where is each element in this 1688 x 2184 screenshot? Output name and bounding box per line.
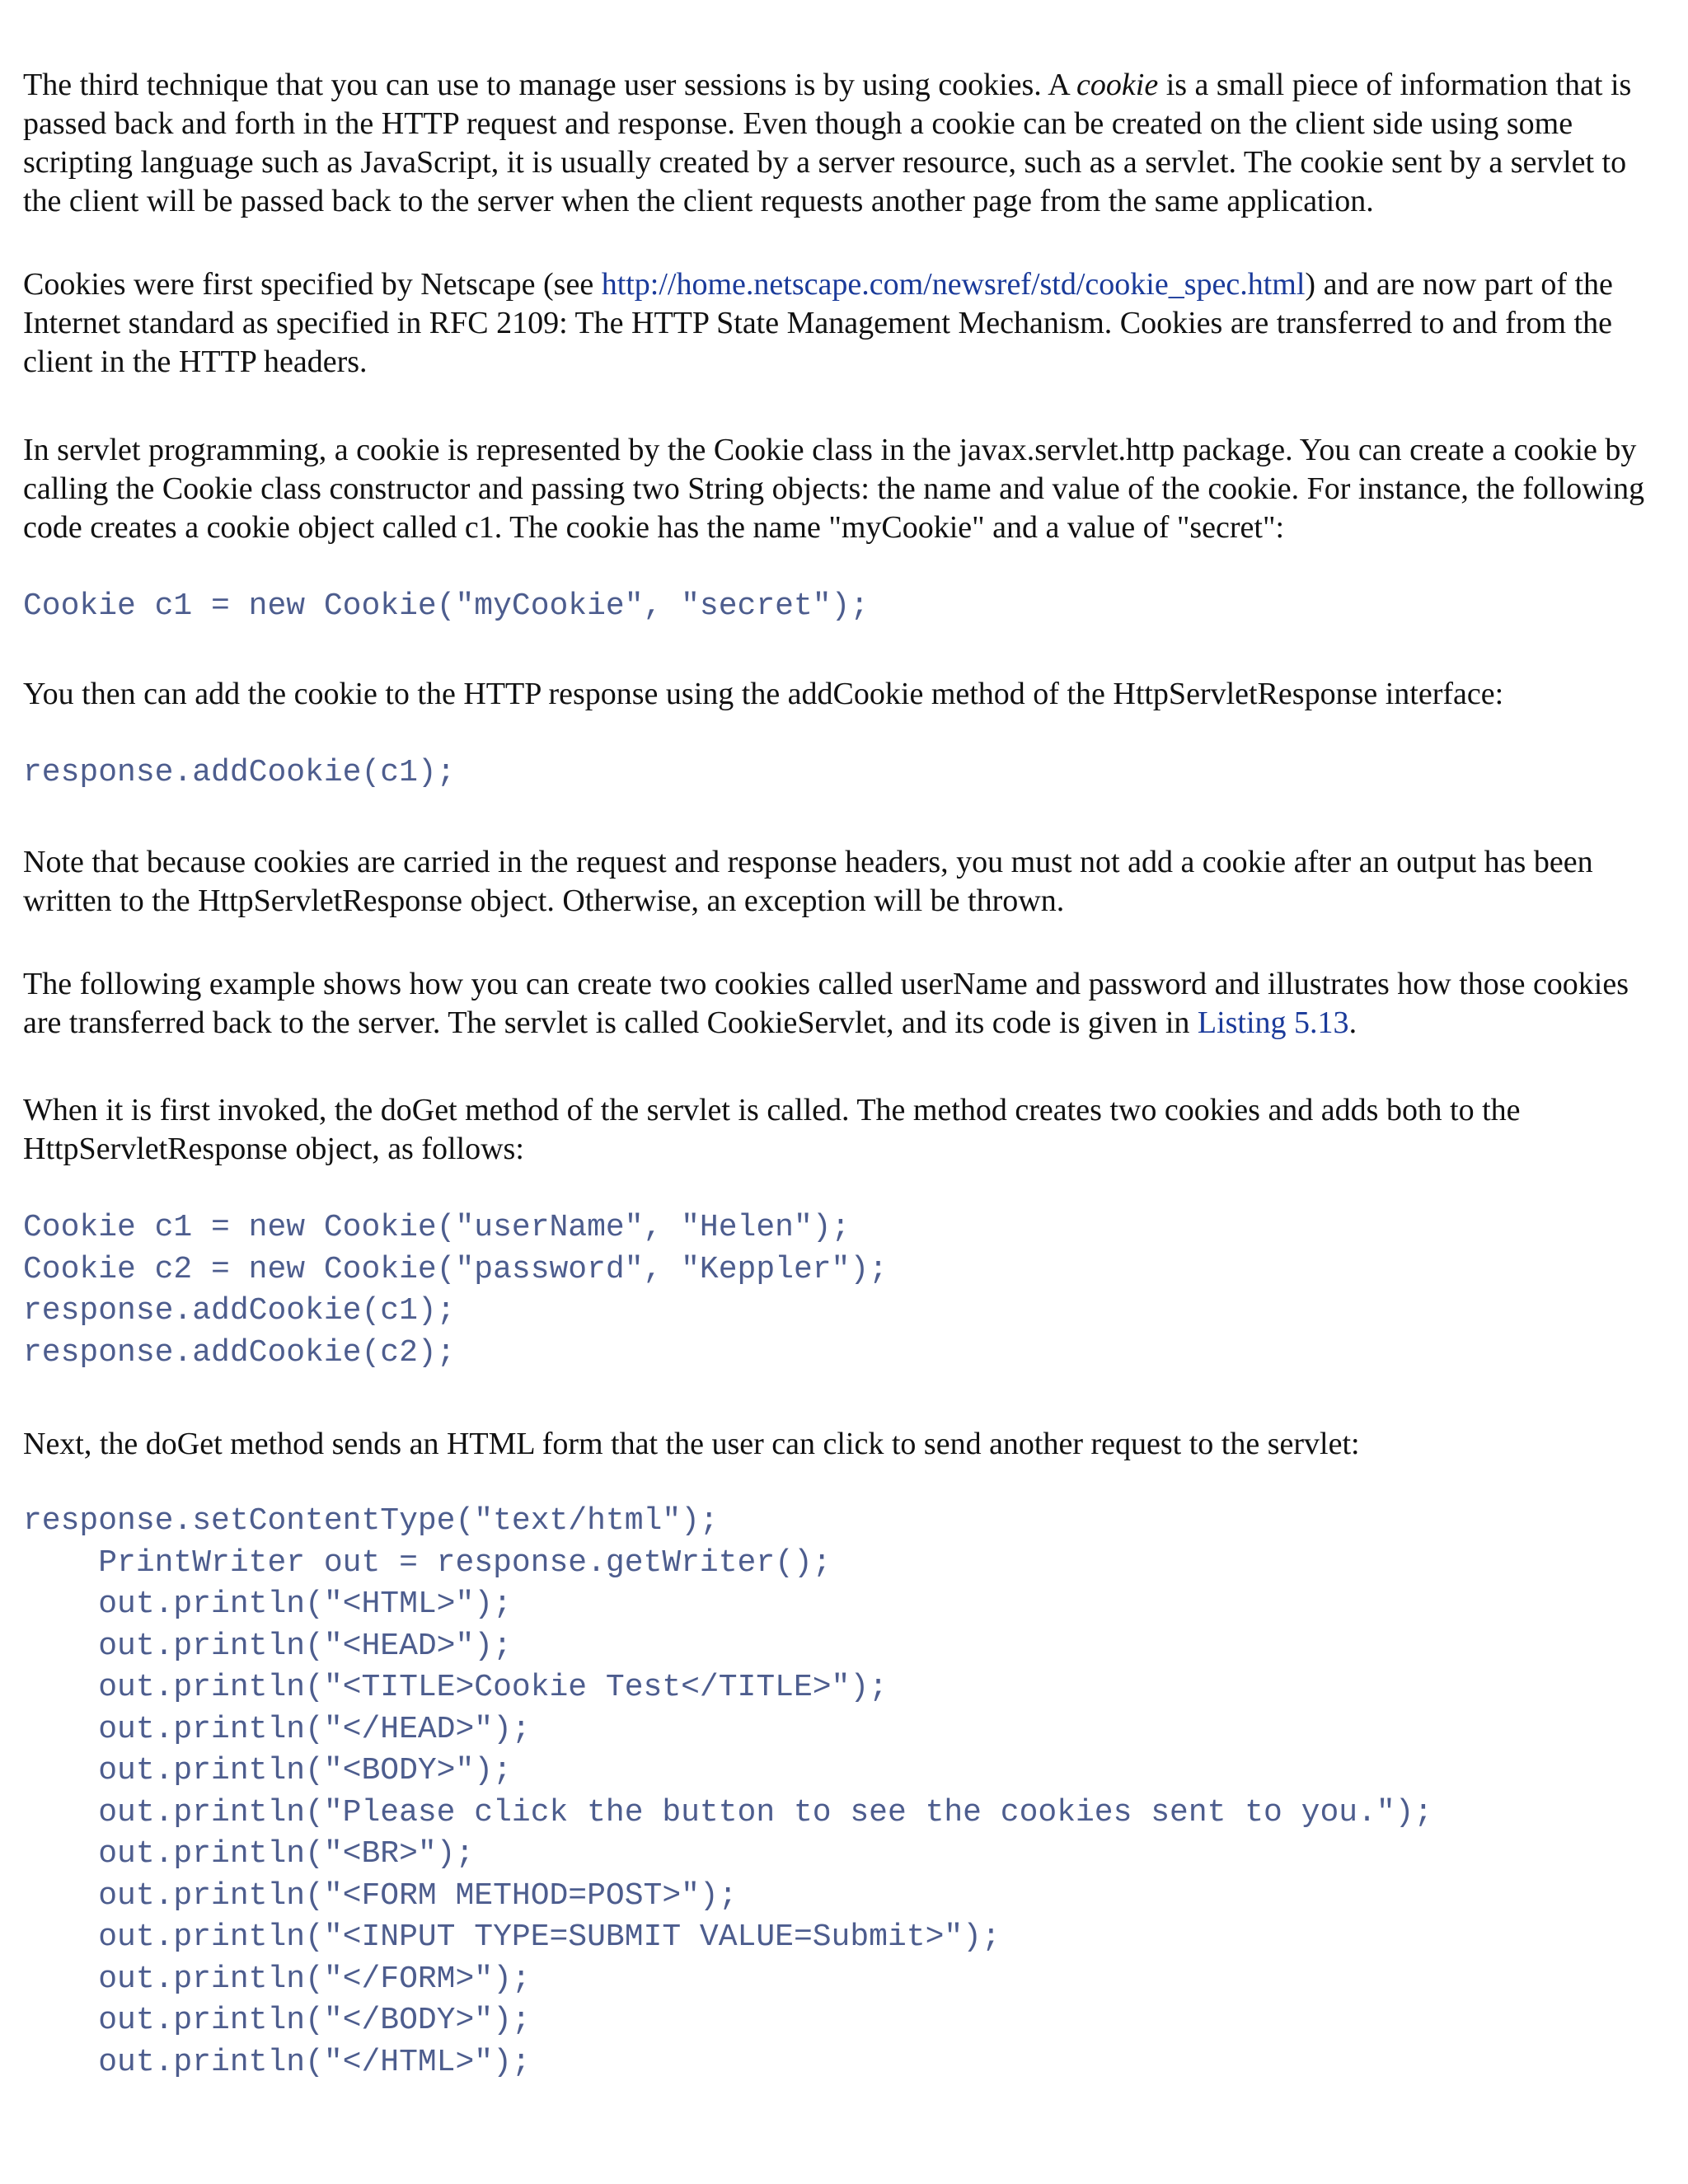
- paragraph-add-cookie: You then can add the cookie to the HTTP response using the addCookie method of the HttpServletResponse interface:: [23, 677, 1504, 711]
- paragraph-doget-invoked: When it is first invoked, the doGet method of the servlet is called. The method creates two cookies and adds both to the HttpServletResponse object, as follows:: [23, 1093, 1521, 1166]
- paragraph-text: is a small piece of information that is passed back and forth in the HTTP request and response. Even though a cookie can be created on the client side using some scripting language such as JavaScript, it is usually created by a server resource, such as a servlet. The cookie sent by a servlet to the client will be passed back to the server when the client requests another page from the same application.: [23, 68, 1632, 218]
- paragraph-example-intro: [23, 965, 1670, 1043]
- paragraph-text: The following example shows how you can create two cookies called userName and password and illustrates how those cookies are transferred back to the server. The servlet is called CookieServlet, and its code is given in: [23, 967, 1629, 1040]
- paragraph-html-form: Next, the doGet method sends an HTML form that the user can click to send another request to the servlet:: [23, 1427, 1360, 1461]
- paragraph-servlet-cookie-class: In servlet programming, a cookie is represented by the Cookie class in the javax.servlet.http package. You can create a cookie by calling the Cookie class constructor and passing two String objects: the name and value of the cookie. For instance, the following code creates a cookie object called c1. The cookie has the name "myCookie" and a value of "secret":: [23, 433, 1645, 545]
- emphasis-cookie: cookie: [1076, 68, 1159, 102]
- paragraph-text: Cookies were first specified by Netscape (see: [23, 267, 602, 302]
- paragraph-text: ) and are now part of the Internet standard as specified in RFC 2109: The HTTP State Management Mechanism. Cookies are transferred to and from the client in the HTTP headers.: [23, 267, 1613, 379]
- code-block-add-cookie: response.addCookie(c1);: [23, 755, 456, 790]
- code-block-two-cookies: Cookie c1 = new Cookie("userName", "Helen"); Cookie c2 = new Cookie("password", "Keppler"); response.addCookie(c1); response.addCookie(c2);: [23, 1210, 888, 1371]
- paragraph-cookie-intro: [23, 66, 1670, 221]
- code-block-html-form: response.setContentType("text/html"); PrintWriter out = response.getWriter(); out.println("<HTML>"); out.println("<HEAD>"); out.println("<TITLE>Cookie Test</TITLE>"); out.println("</HEAD>"); out.println("<BODY>"); out.println("Please click the button to see the cookies sent to you."); out.println("<BR>"); out.println("<FORM METHOD=POST>"); out.println("<INPUT TYPE=SUBMIT VALUE=Submit>"); out.println("</FORM>"); out.println("</BODY>"); out.println("</HTML>");: [23, 1503, 1433, 2080]
- paragraph-headers-note: Note that because cookies are carried in the request and response headers, you must not add a cookie after an output has been written to the HttpServletResponse object. Otherwise, an exception will be thrown.: [23, 845, 1593, 918]
- paragraph-text: The third technique that you can use to manage user sessions is by using cookies. A: [23, 68, 1077, 102]
- netscape-cookie-spec-link[interactable]: http://home.netscape.com/newsref/std/cookie_spec.html: [601, 267, 1306, 302]
- paragraph-text: .: [1348, 1005, 1357, 1040]
- code-block-create-cookie: Cookie c1 = new Cookie("myCookie", "secret");: [23, 588, 870, 624]
- listing-5-13-link[interactable]: Listing 5.13: [1197, 1005, 1349, 1040]
- paragraph-netscape-spec: [23, 265, 1670, 382]
